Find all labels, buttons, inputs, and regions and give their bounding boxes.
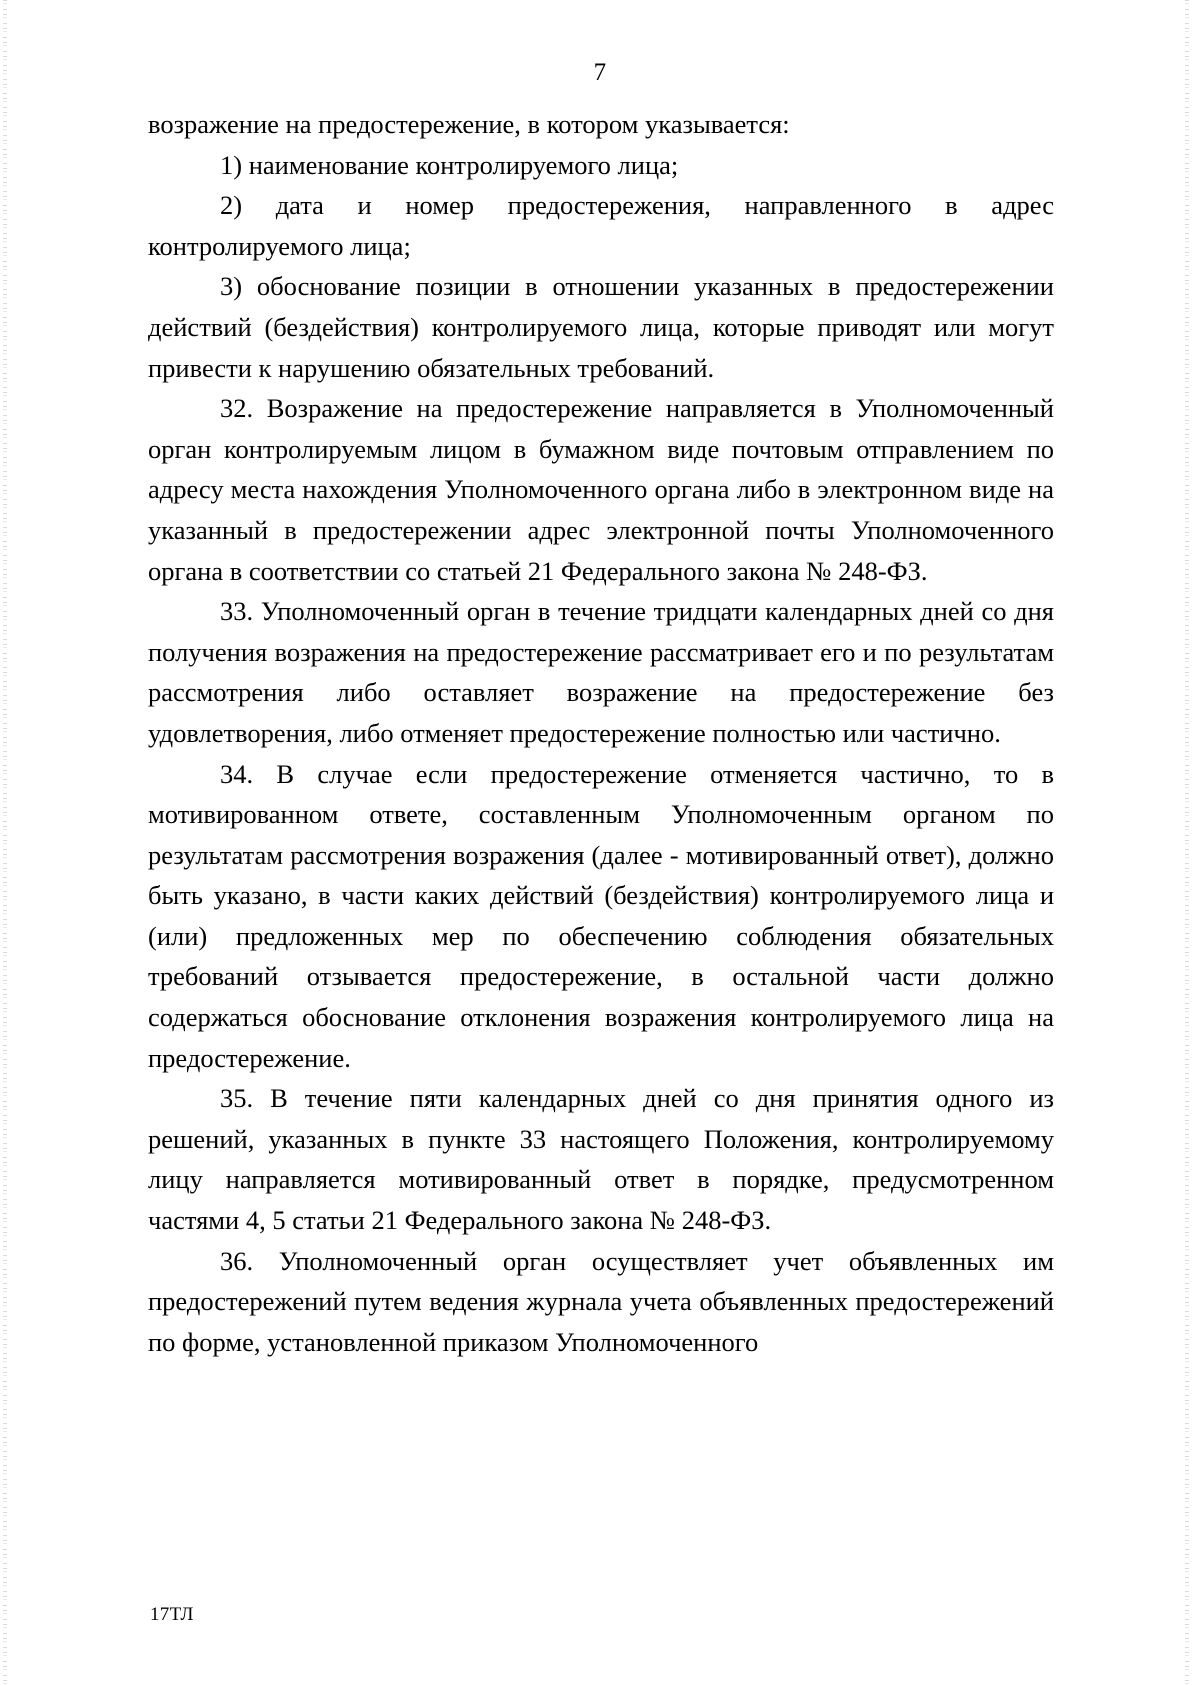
footer-mark: 17ТЛ	[150, 1604, 194, 1625]
page-number: 7	[593, 59, 607, 86]
paragraph-clause-35: 35. В течение пяти календарных дней со дня принятия одного из решений, указанных в пункте 33 настоящего Положения, контролируемому лицу направляется мотивированный ответ в порядке, предусмотренном частями 4, 5 статьи 21 Федерального закона № 248-ФЗ.	[148, 1083, 1054, 1236]
paragraph-item-3: 3) обоснование позиции в отношении указанных в предостережении действий (бездействия) контролируемого лица, которые приводят или могут привести к нарушению обязательных требований.	[148, 271, 1054, 383]
paragraph-item-2: 2) дата и номер предостережения, направленного в адрес контролируемого лица;	[148, 190, 1054, 261]
paragraph-clause-36: 36. Уполномоченный орган осуществляет учет объявленных им предостережений путем ведения журнала учета объявленных предостережений по форме, установленной приказом Уполномоченного	[148, 1245, 1054, 1357]
paragraph-clause-34: 34. В случае если предостережение отменяется частично, то в мотивированном ответе, составленным Уполномоченным органом по результатам рассмотрения возражения (далее - мотивированный ответ), должно быть указано, в части каких действий (бездействия) контролируемого лица и (или) предложенных мер по обеспечению соблюдения обязательных требований отзывается предостережение, в остальной части должно содержаться обоснование отклонения возражения контролируемого лица на предостережение.	[148, 758, 1054, 1073]
document-body	[148, 104, 1054, 1362]
paragraph-lead-in: возражение на предостережение, в котором указывается:	[148, 109, 790, 139]
paragraph-clause-33: 33. Уполномоченный орган в течение тридцати календарных дней со дня получения возражения на предостережение рассматривает его и по результатам рассмотрения либо оставляет возражение на предостережение без удовлетворения, либо отменяет предостережение полностью или частично.	[148, 596, 1054, 748]
scan-edge-artifact-right	[1185, 0, 1189, 1686]
paragraph-item-1: 1) наименование контролируемого лица;	[220, 149, 679, 180]
scan-edge-artifact-left	[3, 0, 7, 1686]
paragraph-clause-32: 32. Возражение на предостережение направляется в Уполномоченный орган контролируемым лицом в бумажном виде почтовым отправлением по адресу места нахождения Уполномоченного органа либо в электронном виде на указанный в предостережении адрес электронной почты Уполномоченного органа в соответствии со статьей 21 Федерального закона № 248-ФЗ.	[148, 393, 1054, 586]
